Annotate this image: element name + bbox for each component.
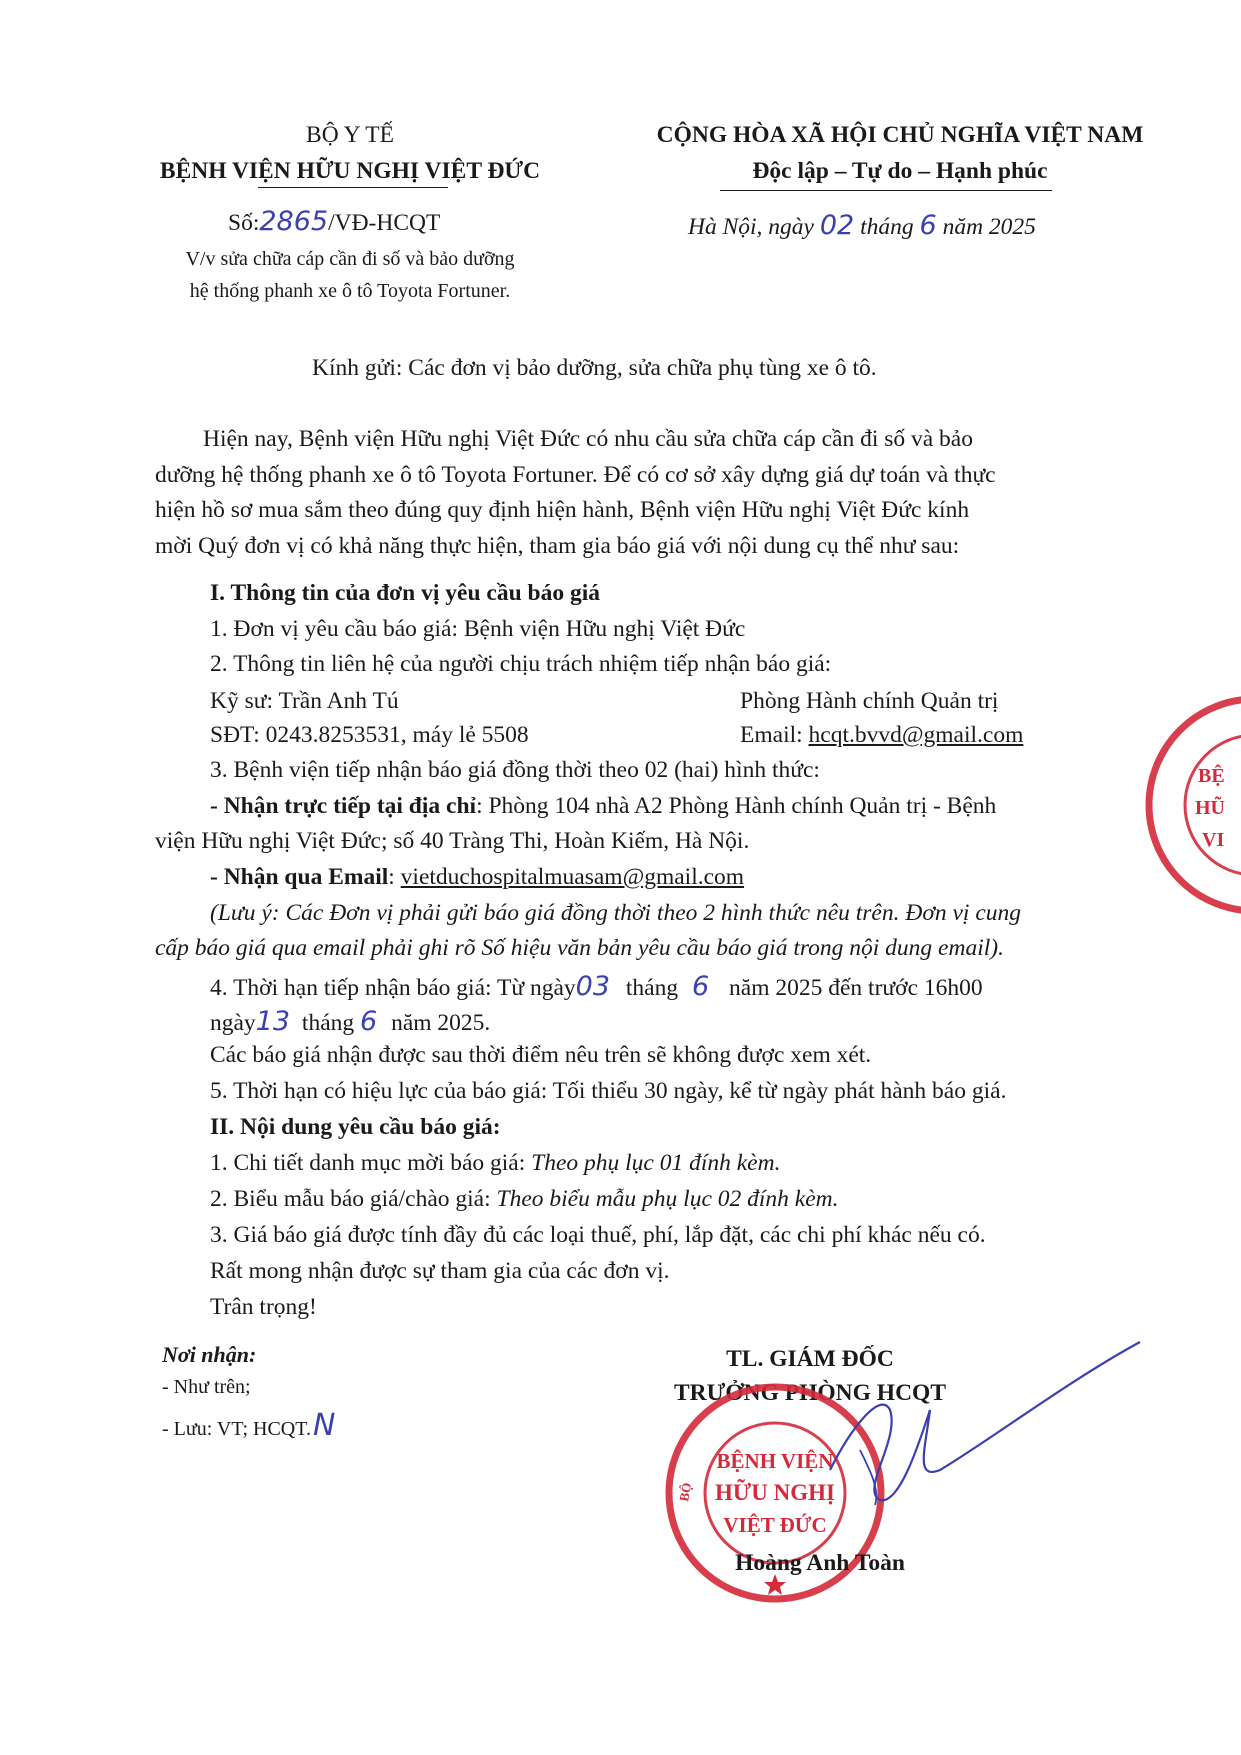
direct-delivery-line-1 — [210, 793, 996, 820]
section-2-item-2-italic: Theo biểu mẫu phụ lục 02 đính kèm. — [496, 1186, 839, 1212]
stamp-line-1: BỆNH VIỆN — [716, 1449, 834, 1473]
signature-title-1: TL. GIÁM ĐỐC — [726, 1346, 894, 1372]
date-day-handwritten: 02 — [819, 210, 855, 241]
direct-delivery-line-2: viện Hữu nghị Việt Đức; số 40 Tràng Thi, Hoàn Kiếm, Hà Nội. — [155, 828, 750, 854]
deadline-month2-handwritten: 6 — [360, 1006, 378, 1037]
email-delivery-line — [210, 864, 744, 891]
subject-line-2: hệ thống phanh xe ô tô Toyota Fortuner. — [189, 280, 511, 302]
deadline-note: Các báo giá nhận được sau thời điểm nêu trên sẽ không được xem xét. — [210, 1042, 872, 1068]
section-2-item-2-prefix: 2. Biểu mẫu báo giá/chào giá: — [210, 1186, 497, 1212]
section-2-item-1-italic: Theo phụ lục 01 đính kèm. — [531, 1150, 781, 1176]
header-underline-right — [720, 190, 1052, 191]
edge-stamp — [1140, 690, 1241, 920]
doc-number-suffix: /VĐ-HCQT — [328, 210, 441, 236]
signature-title-2: TRƯỞNG PHÒNG HCQT — [674, 1380, 946, 1406]
stamp-line-2: HỮU NGHỊ — [715, 1480, 835, 1505]
deadline-month-label-2: tháng — [301, 1010, 355, 1036]
direct-delivery-label: - Nhận trực tiếp tại địa chỉ — [210, 793, 477, 819]
intro-line-2: dưỡng hệ thống phanh xe ô tô Toyota Fortuner. Để có cơ sở xây dựng giá dự toán và thực — [155, 462, 996, 488]
contact-email-line — [740, 722, 1023, 749]
section-1-item-5: 5. Thời hạn có hiệu lực của báo giá: Tối thiểu 30 ngày, kể từ ngày phát hành báo giá. — [210, 1078, 1007, 1104]
deadline-suffix: năm 2025 đến trước 16h00 — [729, 975, 983, 1001]
email-delivery-label: - Nhận qua Email — [210, 864, 389, 890]
deadline-month-handwritten: 6 — [691, 971, 710, 1002]
edge-stamp-text-1: BỆ — [1198, 765, 1225, 787]
contact-email-link[interactable]: hcqt.bvvd@gmail.com — [808, 722, 1024, 748]
handwritten-signature — [820, 1330, 1150, 1530]
subject-line-1: V/v sửa chữa cáp cần đi số và bảo dưỡng — [185, 248, 515, 270]
section-1-item-2: 2. Thông tin liên hệ của người chịu trách nhiệm tiếp nhận báo giá: — [210, 651, 832, 677]
recipients-title: Nơi nhận: — [162, 1342, 257, 1367]
salutation: Kính gửi: Các đơn vị bảo dưỡng, sửa chữa phụ tùng xe ô tô. — [312, 355, 877, 381]
date-prefix: Hà Nội, ngày — [688, 214, 814, 240]
email-delivery-link[interactable]: vietduchospitalmuasam@gmail.com — [400, 864, 745, 890]
signer-name: Hoàng Anh Toàn — [735, 1550, 905, 1576]
section-1-item-1: 1. Đơn vị yêu cầu báo giá: Bệnh viện Hữu nghị Việt Đức — [210, 616, 746, 642]
contact-email-label: Email: — [740, 722, 809, 748]
deadline-line2-suffix: năm 2025. — [391, 1010, 491, 1036]
note-line-2: cấp báo giá qua email phải ghi rõ Số hiệu văn bản yêu cầu báo giá trong nội dung email). — [155, 935, 1004, 961]
contact-department: Phòng Hành chính Quản trị — [740, 688, 999, 714]
section-1-item-3: 3. Bệnh viện tiếp nhận báo giá đồng thời theo 02 (hai) hình thức: — [210, 757, 820, 783]
deadline-line-1 — [210, 971, 983, 1002]
section-2-title: II. Nội dung yêu cầu báo giá: — [210, 1114, 501, 1140]
edge-stamp-text-3: VI — [1202, 829, 1225, 851]
doc-number-prefix: Số: — [228, 210, 260, 236]
section-2-item-1 — [210, 1150, 780, 1177]
direct-delivery-text: : Phòng 104 nhà A2 Phòng Hành chính Quản trị - Bệnh — [476, 793, 997, 819]
ministry-name: BỘ Y TẾ — [306, 122, 394, 148]
deadline-day-handwritten: 03 — [575, 971, 610, 1002]
edge-stamp-text-2: HŨ — [1195, 797, 1225, 819]
stamp-side-text: BỘ — [676, 1481, 695, 1503]
section-1-title: I. Thông tin của đơn vị yêu cầu báo giá — [210, 580, 600, 606]
date-year: năm 2025 — [942, 214, 1036, 240]
date-month-label: tháng — [860, 214, 914, 240]
intro-line-4: mời Quý đơn vị có khả năng thực hiện, tham gia báo giá với nội dung cụ thể như sau: — [155, 533, 960, 559]
stamp-line-3: VIỆT ĐỨC — [723, 1513, 827, 1537]
contact-phone: SĐT: 0243.8253531, máy lẻ 5508 — [210, 722, 529, 748]
deadline-line-2 — [210, 1006, 490, 1037]
recipients-line-2 — [162, 1408, 335, 1443]
hospital-name: BỆNH VIỆN HỮU NGHỊ VIỆT ĐỨC — [159, 158, 541, 184]
email-delivery-colon: : — [388, 864, 401, 890]
intro-line-3: hiện hồ sơ mua sắm theo đúng quy định hiện hành, Bệnh viện Hữu nghị Việt Đức kính — [155, 497, 970, 523]
section-2-item-2 — [210, 1186, 839, 1213]
intro-line-1: Hiện nay, Bệnh viện Hữu nghị Việt Đức có nhu cầu sửa chữa cáp cần đi số và bảo — [203, 426, 973, 452]
deadline-line2-prefix: ngày — [210, 1010, 256, 1036]
recipients-storage: - Lưu: VT; HCQT. — [162, 1418, 311, 1440]
header-underline-left — [258, 187, 448, 188]
republic-title: CỘNG HÒA XÃ HỘI CHỦ NGHĨA VIỆT NAM — [656, 122, 1144, 148]
date-month-handwritten: 6 — [919, 210, 937, 241]
closing-line-2: Trân trọng! — [210, 1294, 317, 1320]
deadline-month-label: tháng — [625, 975, 679, 1001]
national-motto: Độc lập – Tự do – Hạnh phúc — [752, 158, 1048, 184]
recipients-line-1: - Như trên; — [162, 1376, 251, 1398]
contact-name: Kỹ sư: Trần Anh Tú — [210, 688, 399, 714]
closing-line-1: Rất mong nhận được sự tham gia của các đơn vị. — [210, 1258, 670, 1284]
issue-date — [688, 210, 1036, 241]
deadline-day2-handwritten: 13 — [255, 1006, 291, 1037]
document-number — [228, 206, 440, 237]
recipients-initials-handwritten: N — [312, 1408, 336, 1443]
section-2-item-1-prefix: 1. Chi tiết danh mục mời báo giá: — [210, 1150, 532, 1176]
note-line-1: (Lưu ý: Các Đơn vị phải gửi báo giá đồng thời theo 2 hình thức nêu trên. Đơn vị cung — [210, 900, 1022, 926]
section-2-item-3: 3. Giá báo giá được tính đầy đủ các loại thuế, phí, lắp đặt, các chi phí khác nếu có. — [210, 1222, 986, 1248]
deadline-prefix: 4. Thời hạn tiếp nhận báo giá: Từ ngày — [210, 975, 576, 1001]
doc-number-handwritten: 2865 — [259, 206, 329, 237]
stamp-star — [764, 1574, 786, 1595]
